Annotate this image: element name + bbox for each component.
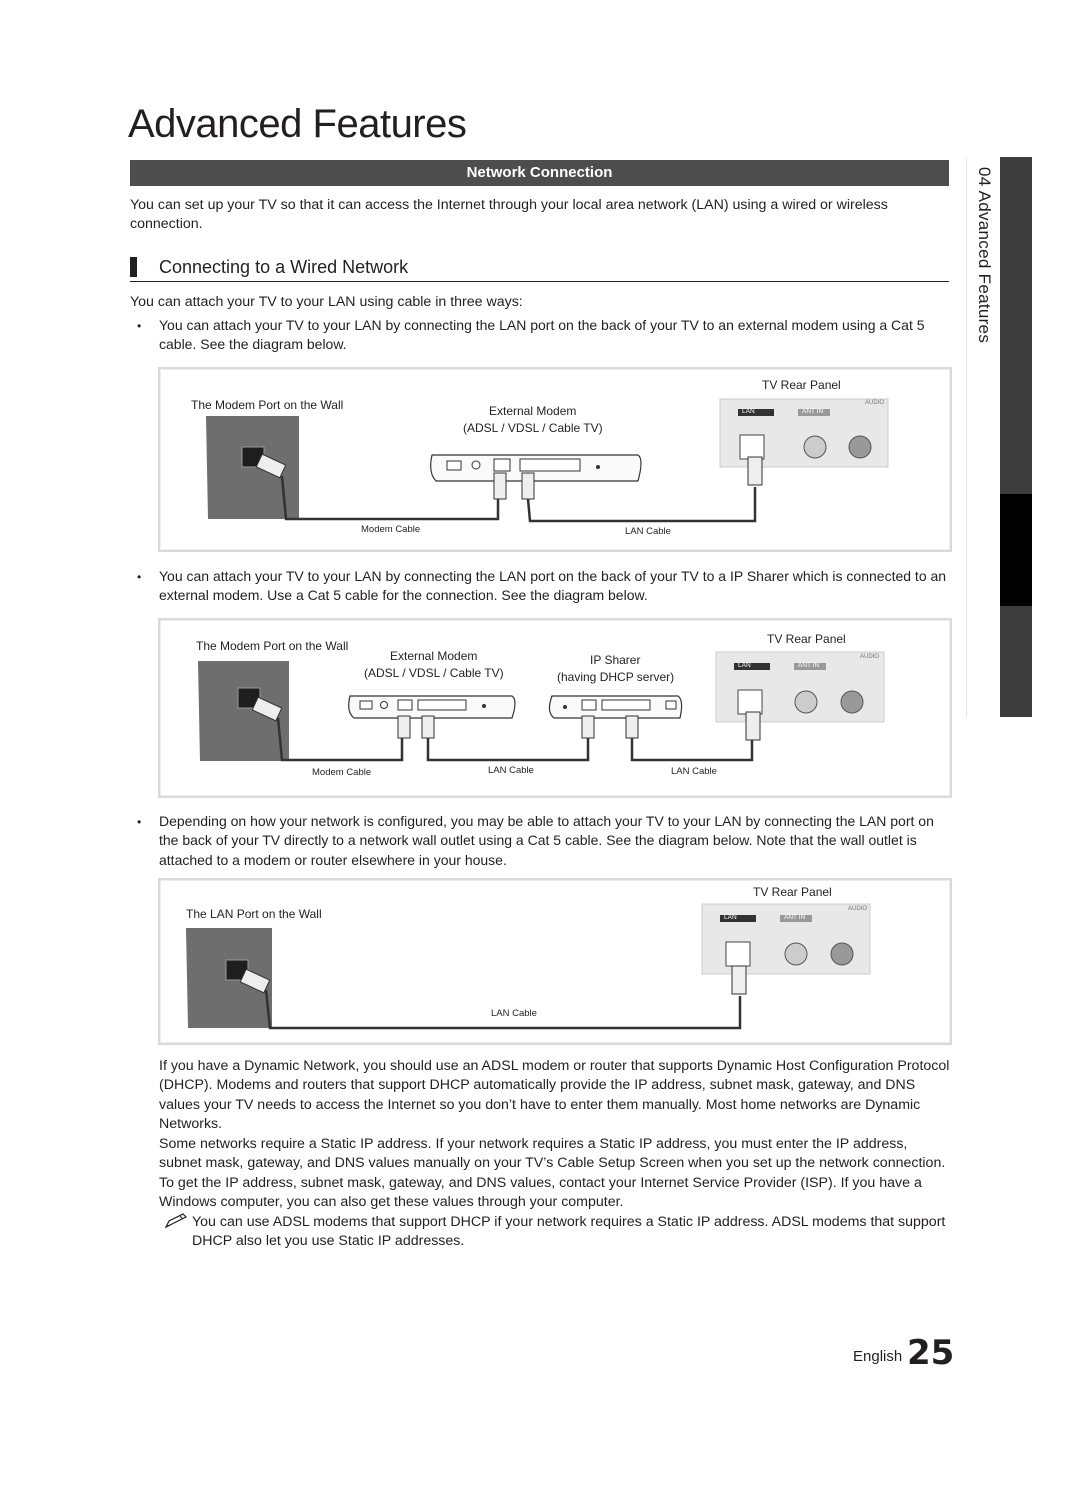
tv-audio-port: [841, 691, 863, 713]
tv-audio-port: [831, 943, 853, 965]
diagram-ip-sharer-connection: [158, 618, 952, 798]
section-header-label: Network Connection: [466, 164, 613, 181]
tv-audio-port-label: AUDIO: [860, 654, 880, 660]
diagram-1-graphic: [160, 369, 950, 550]
subheading-marker: [130, 257, 137, 277]
sharer-wan-port: [582, 700, 596, 710]
sharer-label: IP Sharer: [590, 653, 641, 667]
note-text: You can use ADSL modems that support DHCP if your network requires a Static IP address. ADSL modems that support DHCP also let you use Static IP addresses.: [192, 1214, 946, 1250]
diagram-3-graphic: [160, 880, 950, 1043]
modem-lan-ports: [418, 700, 466, 710]
footer-language: English: [853, 1348, 903, 1365]
diagram-wall-lan-connection: [158, 878, 952, 1045]
modem-wan-port: [494, 459, 510, 471]
modem-lan-ports: [520, 459, 580, 471]
static-ip-paragraph: Some networks require a Static IP address. If your network requires a Static IP address, you must enter the IP address, subnet mask, gateway, and DNS values manually on your TV’s Cable Setup Screen when you set up the network connection. To get the IP address, subnet mask, gateway, and DNS values, contact your Internet Service Provider (ISP). If you have a Windows computer, you can also get these values through your computer.: [159, 1136, 946, 1210]
lan-cable-line: [528, 487, 755, 521]
tv-ant-port: [785, 943, 807, 965]
chapter-side-strip: [999, 157, 1032, 717]
page-number: 25: [907, 1333, 955, 1373]
modem-label: External Modem: [390, 649, 478, 663]
chapter-side-label: 04 Advanced Features: [975, 167, 994, 344]
chapter-side-strip-active: [999, 494, 1032, 606]
wall-label: The Modem Port on the Wall: [191, 398, 344, 412]
subheading-rule: [130, 281, 949, 282]
modem-plug: [494, 473, 506, 499]
modem-label: External Modem: [489, 404, 577, 418]
tv-ant-port: [804, 436, 826, 458]
wall-label: The LAN Port on the Wall: [186, 907, 322, 921]
dynamic-network-paragraph: If you have a Dynamic Network, you should use an ADSL modem or router that supports Dynamic Host Configuration Protocol (DHCP). Modems and routers that support DHCP automatically provide the IP address, subnet mask, gateway, and DNS values your TV needs to access the Internet so you don’t have to enter them manually. Most home networks are Dynamic Networks.: [159, 1058, 950, 1132]
tv-audio-port: [849, 436, 871, 458]
modem-wan-port: [398, 700, 412, 710]
tv-lan-port-label: LAN: [738, 662, 751, 669]
subheading: Connecting to a Wired Network: [159, 257, 409, 277]
tv-lan-plug: [732, 966, 746, 994]
bullet-dot: •: [137, 815, 142, 829]
lan-cable-label: LAN Cable: [491, 1008, 537, 1019]
sharer-power-port: [666, 701, 676, 709]
modem-cable-line: [282, 476, 498, 519]
section-header-bar: [130, 160, 949, 186]
tv-lan-plug: [746, 712, 760, 740]
bullet-3-text: Depending on how your network is configured, you may be able to attach your TV to your LAN by connecting the LAN port on the back of your TV directly to a network wall outlet using a Cat 5 cable. See the diagram below. Note that the wall outlet is attached to a modem or router elsewhere in your house.: [159, 813, 934, 868]
sharer-sub-label: (having DHCP server): [557, 670, 675, 684]
tv-lan-plug: [748, 457, 762, 485]
modem-cable-label: Modem Cable: [361, 524, 421, 535]
pencil-note-icon: [164, 1212, 188, 1230]
lan-plug-modem: [422, 716, 434, 738]
sharer-plug-out: [626, 716, 638, 738]
tv-lan-port: [726, 942, 750, 966]
tv-lan-port-label: LAN: [724, 914, 737, 921]
modem-button: [381, 702, 388, 709]
sharer-plug-in: [582, 716, 594, 738]
intro-paragraph: You can set up your TV so that it can access the Internet through your local area network (LAN) using a wired or wireless connection.: [130, 197, 888, 233]
tv-label: TV Rear Panel: [762, 378, 841, 392]
tv-label: TV Rear Panel: [767, 632, 846, 646]
tv-lan-port: [740, 435, 764, 459]
modem-sub-label: (ADSL / VDSL / Cable TV): [463, 421, 603, 435]
lan-cable-line-1: [428, 732, 588, 760]
lan-cable-line-2: [632, 738, 752, 760]
bullet-dot: •: [137, 570, 142, 584]
bullet-2-text: You can attach your TV to your LAN by connecting the LAN port on the back of your TV to a IP Sharer which is connected to an external modem. Use a Cat 5 cable for the connection. See the diagram below.: [159, 568, 947, 604]
bullet-dot: •: [137, 319, 142, 333]
lan-cable-label-2: LAN Cable: [671, 766, 717, 777]
lan-cable-label: LAN Cable: [625, 526, 671, 537]
sharer-lan-ports: [602, 700, 650, 710]
tv-audio-port-label: AUDIO: [865, 400, 885, 406]
modem-cable-label: Modem Cable: [312, 767, 372, 778]
sharer-led: [563, 705, 567, 709]
modem-cable-line: [278, 718, 402, 760]
modem-plug: [398, 716, 410, 738]
tv-ant-port: [795, 691, 817, 713]
bullet-1-text: You can attach your TV to your LAN by connecting the LAN port on the back of your TV to an external modem using a Cat 5 cable. See the diagram below.: [159, 317, 925, 353]
modem-sub-label: (ADSL / VDSL / Cable TV): [364, 666, 504, 680]
lead-paragraph: You can attach your TV to your LAN using cable in three ways:: [130, 294, 523, 310]
modem-led: [482, 704, 486, 708]
tv-audio-port-label: AUDIO: [848, 906, 868, 912]
page-title: Advanced Features: [128, 102, 467, 146]
lan-cable-label-1: LAN Cable: [488, 765, 534, 776]
lan-plug-modem: [522, 473, 534, 499]
tv-lan-port: [738, 690, 762, 714]
wall-label: The Modem Port on the Wall: [196, 639, 349, 653]
tv-lan-port-label: LAN: [742, 408, 755, 415]
tv-ant-port-label: ANT IN: [802, 408, 824, 415]
tv-label: TV Rear Panel: [753, 885, 832, 899]
modem-button: [472, 461, 480, 469]
diagram-modem-connection: [158, 367, 952, 552]
tv-ant-port-label: ANT IN: [784, 914, 806, 921]
modem-power-port: [360, 701, 372, 709]
modem-led: [596, 465, 600, 469]
tv-ant-port-label: ANT IN: [798, 662, 820, 669]
modem-power-port: [447, 461, 461, 470]
